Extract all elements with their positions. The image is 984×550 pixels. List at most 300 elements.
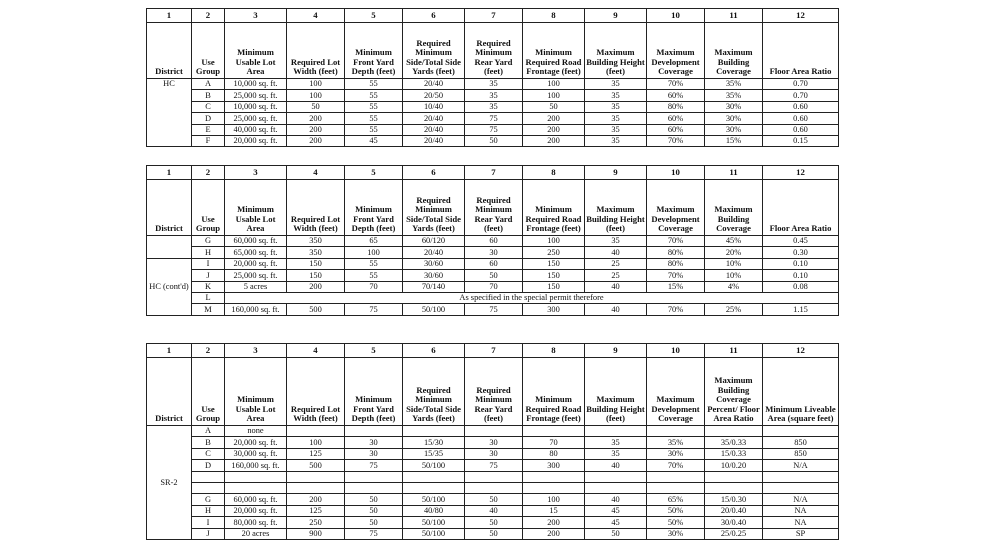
table-cell: 30% <box>705 101 763 112</box>
table-cell: 65 <box>345 236 403 247</box>
header-cell: Required Lot Width (feet) <box>287 358 345 426</box>
header-row <box>147 23 839 79</box>
table-cell: 70% <box>647 460 705 471</box>
table-cell: 10% <box>705 258 763 269</box>
table-cell: 0.70 <box>763 90 839 101</box>
table-cell: As specified in the special permit therefore <box>225 292 839 303</box>
table-cell: 25,000 sq. ft. <box>225 270 287 281</box>
header-cell: Floor Area Ratio <box>763 23 839 79</box>
table-cell: 850 <box>763 448 839 459</box>
table-cell: 200 <box>287 281 345 292</box>
table-cell: 75 <box>345 460 403 471</box>
header-cell: Required Minimum Rear Yard (feet) <box>465 23 523 79</box>
table-cell: I <box>192 517 225 528</box>
header-cell: Minimum Usable Lot Area <box>225 23 287 79</box>
table-cell: 100 <box>523 79 585 90</box>
table-cell: 100 <box>287 90 345 101</box>
column-number: 11 <box>705 9 763 23</box>
table-cell: 200 <box>287 113 345 124</box>
table-cell: 30 <box>465 448 523 459</box>
column-number: 3 <box>225 166 287 180</box>
table-cell: H <box>192 247 225 258</box>
column-number: 3 <box>225 9 287 23</box>
table-cell: 20,000 sq. ft. <box>225 437 287 448</box>
table-cell: NA <box>763 517 839 528</box>
table-cell: 20,000 sq. ft. <box>225 258 287 269</box>
table-cell <box>287 471 345 482</box>
table-cell: 40,000 sq. ft. <box>225 124 287 135</box>
table-cell: 35% <box>705 90 763 101</box>
table-cell: 40 <box>465 505 523 516</box>
table-cell: 30% <box>705 113 763 124</box>
table-cell: 50 <box>523 101 585 112</box>
column-number: 5 <box>345 344 403 358</box>
table-cell: 25,000 sq. ft. <box>225 113 287 124</box>
table-cell: 100 <box>345 247 403 258</box>
header-cell: Use Group <box>192 358 225 426</box>
table-row <box>147 437 839 448</box>
table-cell: 0.60 <box>763 113 839 124</box>
zoning-table-hc <box>146 8 839 147</box>
column-number: 8 <box>523 9 585 23</box>
table-cell: 30% <box>647 528 705 539</box>
table-cell <box>403 471 465 482</box>
column-number-row <box>147 166 839 180</box>
column-number: 2 <box>192 9 225 23</box>
table-cell <box>465 471 523 482</box>
column-number: 9 <box>585 166 647 180</box>
header-cell: District <box>147 180 192 236</box>
table-cell: 35 <box>465 101 523 112</box>
table-cell <box>287 426 345 437</box>
table-cell: N/A <box>763 460 839 471</box>
blank-row <box>147 471 839 482</box>
table-cell: 20% <box>705 247 763 258</box>
header-cell: Minimum Front Yard Depth (feet) <box>345 358 403 426</box>
column-number: 1 <box>147 344 192 358</box>
table-cell: 55 <box>345 270 403 281</box>
table-cell: 75 <box>465 460 523 471</box>
table-cell: 150 <box>523 281 585 292</box>
table-row <box>147 236 839 247</box>
district-cell <box>147 90 192 147</box>
table-row <box>147 517 839 528</box>
table-cell <box>523 482 585 493</box>
column-number: 10 <box>647 344 705 358</box>
table-cell: G <box>192 494 225 505</box>
table-cell: 50 <box>465 135 523 146</box>
table-cell: 15/30 <box>403 437 465 448</box>
table-cell: 150 <box>287 258 345 269</box>
table-row <box>147 79 839 90</box>
table-cell: 25/0.25 <box>705 528 763 539</box>
header-cell: Required Lot Width (feet) <box>287 23 345 79</box>
table-cell: 300 <box>523 460 585 471</box>
table-cell: 0.60 <box>763 101 839 112</box>
table-cell: 200 <box>287 124 345 135</box>
table-cell: 55 <box>345 90 403 101</box>
table-cell: 50/100 <box>403 517 465 528</box>
table-cell: 250 <box>523 247 585 258</box>
table-cell: 60 <box>465 236 523 247</box>
table-cell: 30 <box>465 247 523 258</box>
table-cell: 850 <box>763 437 839 448</box>
table-row <box>147 292 839 303</box>
table-cell: 45% <box>705 236 763 247</box>
column-number: 8 <box>523 344 585 358</box>
table-row <box>147 135 839 146</box>
table-cell: 4% <box>705 281 763 292</box>
table-cell: J <box>192 528 225 539</box>
header-cell: Maximum Building Coverage <box>705 23 763 79</box>
header-cell: Maximum Building Coverage Percent/ Floor Area Ratio <box>705 358 763 426</box>
table-cell <box>345 426 403 437</box>
table-cell <box>403 426 465 437</box>
table-cell: 150 <box>523 258 585 269</box>
header-cell: Minimum Required Road Frontage (feet) <box>523 180 585 236</box>
table-cell: 40/80 <box>403 505 465 516</box>
header-cell: Minimum Usable Lot Area <box>225 358 287 426</box>
column-number: 6 <box>403 9 465 23</box>
table-cell: 30/0.40 <box>705 517 763 528</box>
column-number: 7 <box>465 9 523 23</box>
blank-row <box>147 482 839 493</box>
zoning-table-sr2 <box>146 343 839 540</box>
header-cell: Floor Area Ratio <box>763 180 839 236</box>
table-cell: 200 <box>523 135 585 146</box>
table-cell: 0.30 <box>763 247 839 258</box>
table-cell: 40 <box>585 281 647 292</box>
table-cell: 10,000 sq. ft. <box>225 79 287 90</box>
table-cell: 30,000 sq. ft. <box>225 448 287 459</box>
table-cell: 75 <box>345 528 403 539</box>
table-cell <box>287 482 345 493</box>
table-cell <box>647 471 705 482</box>
header-cell: Minimum Front Yard Depth (feet) <box>345 180 403 236</box>
table-cell: 50 <box>345 494 403 505</box>
table-cell: 60 <box>465 258 523 269</box>
district-cell: HC (cont'd) <box>147 258 192 315</box>
table-cell <box>705 482 763 493</box>
column-number-row <box>147 9 839 23</box>
table-cell: 80% <box>647 101 705 112</box>
table-cell: 35 <box>465 90 523 101</box>
column-number: 12 <box>763 166 839 180</box>
table-cell: 25 <box>585 258 647 269</box>
table-cell: M <box>192 304 225 315</box>
table-cell: 30/60 <box>403 270 465 281</box>
table-cell: 500 <box>287 304 345 315</box>
table-cell <box>763 482 839 493</box>
table-cell: 50 <box>465 494 523 505</box>
table-cell: 70% <box>647 270 705 281</box>
district-cell <box>147 236 192 259</box>
table-cell: 100 <box>523 90 585 101</box>
table-cell <box>225 471 287 482</box>
table-cell: 50 <box>465 517 523 528</box>
table-cell: 100 <box>523 236 585 247</box>
table-cell: 60% <box>647 90 705 101</box>
table-cell <box>345 482 403 493</box>
table-cell: 35 <box>585 124 647 135</box>
table-cell <box>585 482 647 493</box>
table-cell: 40 <box>585 494 647 505</box>
table-row <box>147 494 839 505</box>
table-cell: 900 <box>287 528 345 539</box>
table-cell: 30/60 <box>403 258 465 269</box>
table-row <box>147 247 839 258</box>
table-cell: 30 <box>465 437 523 448</box>
table-cell: 70 <box>523 437 585 448</box>
table-row <box>147 281 839 292</box>
header-cell: Minimum Usable Lot Area <box>225 180 287 236</box>
table-cell: 45 <box>345 135 403 146</box>
header-row <box>147 180 839 236</box>
table-row <box>147 270 839 281</box>
table-cell: J <box>192 270 225 281</box>
header-cell: Use Group <box>192 23 225 79</box>
table-cell: 60% <box>647 124 705 135</box>
table-cell: D <box>192 460 225 471</box>
column-number: 1 <box>147 9 192 23</box>
table-cell <box>763 471 839 482</box>
table-cell: 20/50 <box>403 90 465 101</box>
table-row <box>147 304 839 315</box>
table-cell: 20/40 <box>403 247 465 258</box>
table-cell: 75 <box>465 304 523 315</box>
column-number: 10 <box>647 166 705 180</box>
table-cell <box>465 426 523 437</box>
table-cell: 80,000 sq. ft. <box>225 517 287 528</box>
table-cell: 0.10 <box>763 258 839 269</box>
header-cell: Maximum Development Coverage <box>647 23 705 79</box>
header-cell: Maximum Development Coverage <box>647 180 705 236</box>
table-cell: 15/0.33 <box>705 448 763 459</box>
column-number: 11 <box>705 166 763 180</box>
table-cell: 75 <box>465 113 523 124</box>
zoning-table-hc-contd <box>146 165 839 316</box>
column-number: 5 <box>345 9 403 23</box>
table-cell: 0.10 <box>763 270 839 281</box>
table-cell: 35/0.33 <box>705 437 763 448</box>
header-cell: Required Lot Width (feet) <box>287 180 345 236</box>
table-cell: 50 <box>465 528 523 539</box>
column-number: 4 <box>287 9 345 23</box>
column-number: 11 <box>705 344 763 358</box>
table-cell: 35 <box>585 437 647 448</box>
table-cell: 35 <box>585 79 647 90</box>
table-cell: 160,000 sq. ft. <box>225 304 287 315</box>
table-cell: 10% <box>705 270 763 281</box>
table-cell: 25,000 sq. ft. <box>225 90 287 101</box>
table-cell: 30 <box>345 448 403 459</box>
table-cell <box>647 482 705 493</box>
table-cell: 35 <box>585 135 647 146</box>
table-cell: 100 <box>287 437 345 448</box>
table-cell <box>345 471 403 482</box>
table-row <box>147 448 839 459</box>
column-number: 12 <box>763 344 839 358</box>
table-cell: 20,000 sq. ft. <box>225 505 287 516</box>
table-cell: 200 <box>523 113 585 124</box>
table-cell: 45 <box>585 505 647 516</box>
table-row <box>147 528 839 539</box>
table-cell: 40 <box>585 247 647 258</box>
column-number: 5 <box>345 166 403 180</box>
header-cell: Maximum Building Coverage <box>705 180 763 236</box>
table-cell: 350 <box>287 247 345 258</box>
table-row <box>147 426 839 437</box>
table-cell: 55 <box>345 101 403 112</box>
header-cell: Minimum Liveable Area (square feet) <box>763 358 839 426</box>
table-cell: 50 <box>465 270 523 281</box>
table-cell: 1.15 <box>763 304 839 315</box>
table-cell: 100 <box>523 494 585 505</box>
table-cell: 20/40 <box>403 135 465 146</box>
table-cell: 25 <box>585 270 647 281</box>
table-row <box>147 101 839 112</box>
table-cell: 150 <box>287 270 345 281</box>
table-cell: 70% <box>647 304 705 315</box>
table-cell: 250 <box>287 517 345 528</box>
table-cell: 70 <box>465 281 523 292</box>
table-cell: 30 <box>345 437 403 448</box>
table-row <box>147 113 839 124</box>
table-cell: 5 acres <box>225 281 287 292</box>
table-cell: 500 <box>287 460 345 471</box>
header-cell: Required Minimum Side/Total Side Yards (feet) <box>403 180 465 236</box>
table-cell: 50 <box>287 101 345 112</box>
table-cell: 200 <box>287 494 345 505</box>
column-number-row <box>147 344 839 358</box>
table-cell: D <box>192 113 225 124</box>
header-cell: Maximum Building Height (feet) <box>585 23 647 79</box>
table-cell: 50/100 <box>403 494 465 505</box>
table-cell: 10/40 <box>403 101 465 112</box>
header-cell: Minimum Required Road Frontage (feet) <box>523 23 585 79</box>
column-number: 12 <box>763 9 839 23</box>
column-number: 6 <box>403 344 465 358</box>
table-cell: 50% <box>647 505 705 516</box>
table-cell: 35% <box>647 437 705 448</box>
table-cell: 0.15 <box>763 135 839 146</box>
table-cell: 50 <box>345 505 403 516</box>
district-cell: SR-2 <box>147 426 192 540</box>
table-cell: 70% <box>647 79 705 90</box>
table-cell: A <box>192 79 225 90</box>
table-cell: 70 <box>345 281 403 292</box>
header-cell: Maximum Building Height (feet) <box>585 358 647 426</box>
table-cell: 160,000 sq. ft. <box>225 460 287 471</box>
table-cell: 60% <box>647 113 705 124</box>
table-cell: 80 <box>523 448 585 459</box>
table-row <box>147 505 839 516</box>
table-cell: B <box>192 90 225 101</box>
table-cell <box>705 471 763 482</box>
header-cell: District <box>147 358 192 426</box>
table-cell: 55 <box>345 79 403 90</box>
table-cell: 125 <box>287 505 345 516</box>
table-cell: A <box>192 426 225 437</box>
table-cell: 200 <box>523 517 585 528</box>
table-cell <box>585 426 647 437</box>
table-cell: 35 <box>585 236 647 247</box>
header-row <box>147 358 839 426</box>
table-cell: 75 <box>465 124 523 135</box>
table-cell: 30% <box>647 448 705 459</box>
district-cell: HC <box>147 79 192 90</box>
header-cell: Required Minimum Side/Total Side Yards (feet) <box>403 358 465 426</box>
table-cell: 20/0.40 <box>705 505 763 516</box>
table-cell: 50 <box>345 517 403 528</box>
column-number: 2 <box>192 344 225 358</box>
header-cell: District <box>147 23 192 79</box>
table-row <box>147 90 839 101</box>
table-cell: 10/0.20 <box>705 460 763 471</box>
table-cell: H <box>192 505 225 516</box>
table-cell <box>465 482 523 493</box>
table-cell: 350 <box>287 236 345 247</box>
table-cell: 35 <box>585 101 647 112</box>
table-cell: 15 <box>523 505 585 516</box>
table-cell: 20/40 <box>403 113 465 124</box>
table-cell: 60/120 <box>403 236 465 247</box>
column-number: 7 <box>465 344 523 358</box>
header-cell: Required Minimum Rear Yard (feet) <box>465 358 523 426</box>
table-cell <box>763 426 839 437</box>
table-cell: 75 <box>345 304 403 315</box>
table-cell: 25% <box>705 304 763 315</box>
table-cell: 40 <box>585 304 647 315</box>
table-cell: 50 <box>585 528 647 539</box>
table-cell: 70% <box>647 236 705 247</box>
table-cell <box>647 426 705 437</box>
table-cell: 80% <box>647 258 705 269</box>
table-cell: NA <box>763 505 839 516</box>
table-cell <box>403 482 465 493</box>
table-cell <box>523 471 585 482</box>
table-cell: I <box>192 258 225 269</box>
table-cell: 0.08 <box>763 281 839 292</box>
table-cell: 15/35 <box>403 448 465 459</box>
table-cell: 200 <box>523 528 585 539</box>
table-cell: 50/100 <box>403 460 465 471</box>
table-row <box>147 460 839 471</box>
table-cell <box>705 426 763 437</box>
table-cell: 10,000 sq. ft. <box>225 101 287 112</box>
header-cell: Required Minimum Rear Yard (feet) <box>465 180 523 236</box>
table-cell: C <box>192 101 225 112</box>
table-cell: 20/40 <box>403 124 465 135</box>
table-cell: 150 <box>523 270 585 281</box>
table-cell: 50% <box>647 517 705 528</box>
table-cell: C <box>192 448 225 459</box>
table-cell: B <box>192 437 225 448</box>
table-cell: 300 <box>523 304 585 315</box>
column-number: 9 <box>585 344 647 358</box>
table-cell: F <box>192 135 225 146</box>
table-cell <box>192 482 225 493</box>
table-cell: 70% <box>647 135 705 146</box>
table-cell: E <box>192 124 225 135</box>
table-cell: 35 <box>585 90 647 101</box>
table-cell: L <box>192 292 225 303</box>
column-number: 9 <box>585 9 647 23</box>
column-number: 7 <box>465 166 523 180</box>
table-cell: N/A <box>763 494 839 505</box>
table-cell: 30% <box>705 124 763 135</box>
table-cell: 40 <box>585 460 647 471</box>
